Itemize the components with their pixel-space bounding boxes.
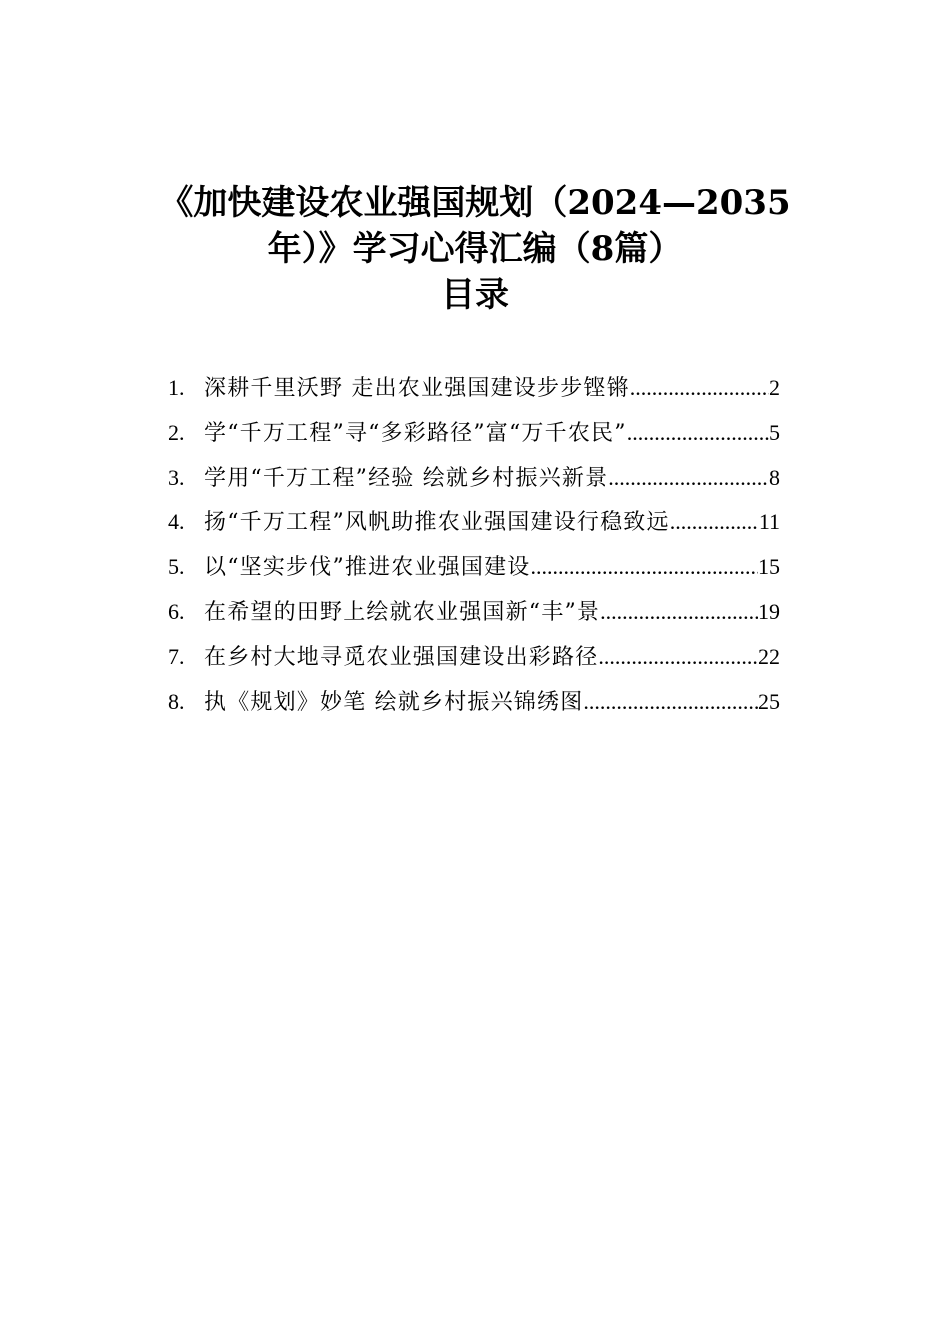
toc-entry-number: 8.: [168, 688, 185, 714]
toc-entry-page: 22: [758, 643, 780, 669]
toc-entry-number: 6.: [168, 598, 185, 624]
toc-entry-6[interactable]: [168, 590, 780, 635]
toc-entry-number: 4.: [168, 509, 185, 535]
toc-entry-title: 学“千万工程”寻“多彩路径”富“万千农民”: [204, 420, 627, 446]
toc-heading: 目录: [441, 275, 509, 315]
toc-entry-number: 1.: [168, 375, 185, 400]
toc-entry-number: 5.: [168, 554, 185, 580]
toc-entry-page: 11: [758, 509, 780, 535]
toc-leader-dots: [608, 456, 769, 501]
toc-entry-title: 在希望的田野上绘就农业强国新“丰”景: [204, 599, 601, 625]
toc-entry-7[interactable]: [168, 635, 780, 680]
toc-entry-title: 学用“千万工程”经验 绘就乡村振兴新景: [204, 465, 609, 491]
toc-entry-2[interactable]: [168, 411, 780, 456]
toc-leader-dots: [583, 680, 758, 725]
toc-leader-dots: [598, 635, 758, 680]
toc-entry-title: 扬“千万工程”风帆助推农业强国建设行稳致远: [204, 510, 670, 536]
toc-entry-page: 5: [769, 419, 780, 445]
document-title-line-1: 《加快建设农业强国规划（2024—2035: [159, 183, 791, 223]
toc-leader-dots: [670, 500, 759, 545]
toc-entry-5[interactable]: [168, 545, 780, 590]
toc-entry-title: 以“坚实步伐”推进农业强国建设: [204, 555, 531, 581]
toc-entry-page: 8: [769, 464, 780, 490]
toc-entry-8[interactable]: [168, 680, 780, 725]
document-title-line-2: 年）》学习心得汇编（8篇）: [267, 229, 683, 269]
toc-entry-title: 在乡村大地寻觅农业强国建设出彩路径: [204, 644, 599, 670]
toc-entry-4[interactable]: [168, 500, 780, 545]
toc-leader-dots: [600, 590, 758, 635]
toc-entry-page: 15: [758, 554, 780, 580]
toc-entry-number: 3.: [168, 464, 185, 490]
toc-entry-number: 7.: [168, 643, 185, 669]
toc-entry-page: 19: [758, 598, 780, 624]
toc-entry-number: 2.: [168, 419, 185, 445]
toc-leader-dots: [531, 545, 759, 590]
toc-entry-3[interactable]: [168, 456, 780, 501]
toc-entry-1[interactable]: [168, 366, 780, 411]
toc-entry-title: 执《规划》妙笔 绘就乡村振兴锦绣图: [204, 689, 584, 715]
toc-entry-title: 深耕千里沃野 走出农业强国建设步步铿锵: [204, 376, 630, 401]
toc-leader-dots: [627, 411, 769, 456]
table-of-contents: [168, 366, 780, 724]
toc-entry-page: 25: [758, 688, 780, 714]
title-block: [140, 180, 810, 318]
toc-leader-dots: [630, 366, 769, 411]
toc-entry-page: 2: [769, 375, 780, 400]
